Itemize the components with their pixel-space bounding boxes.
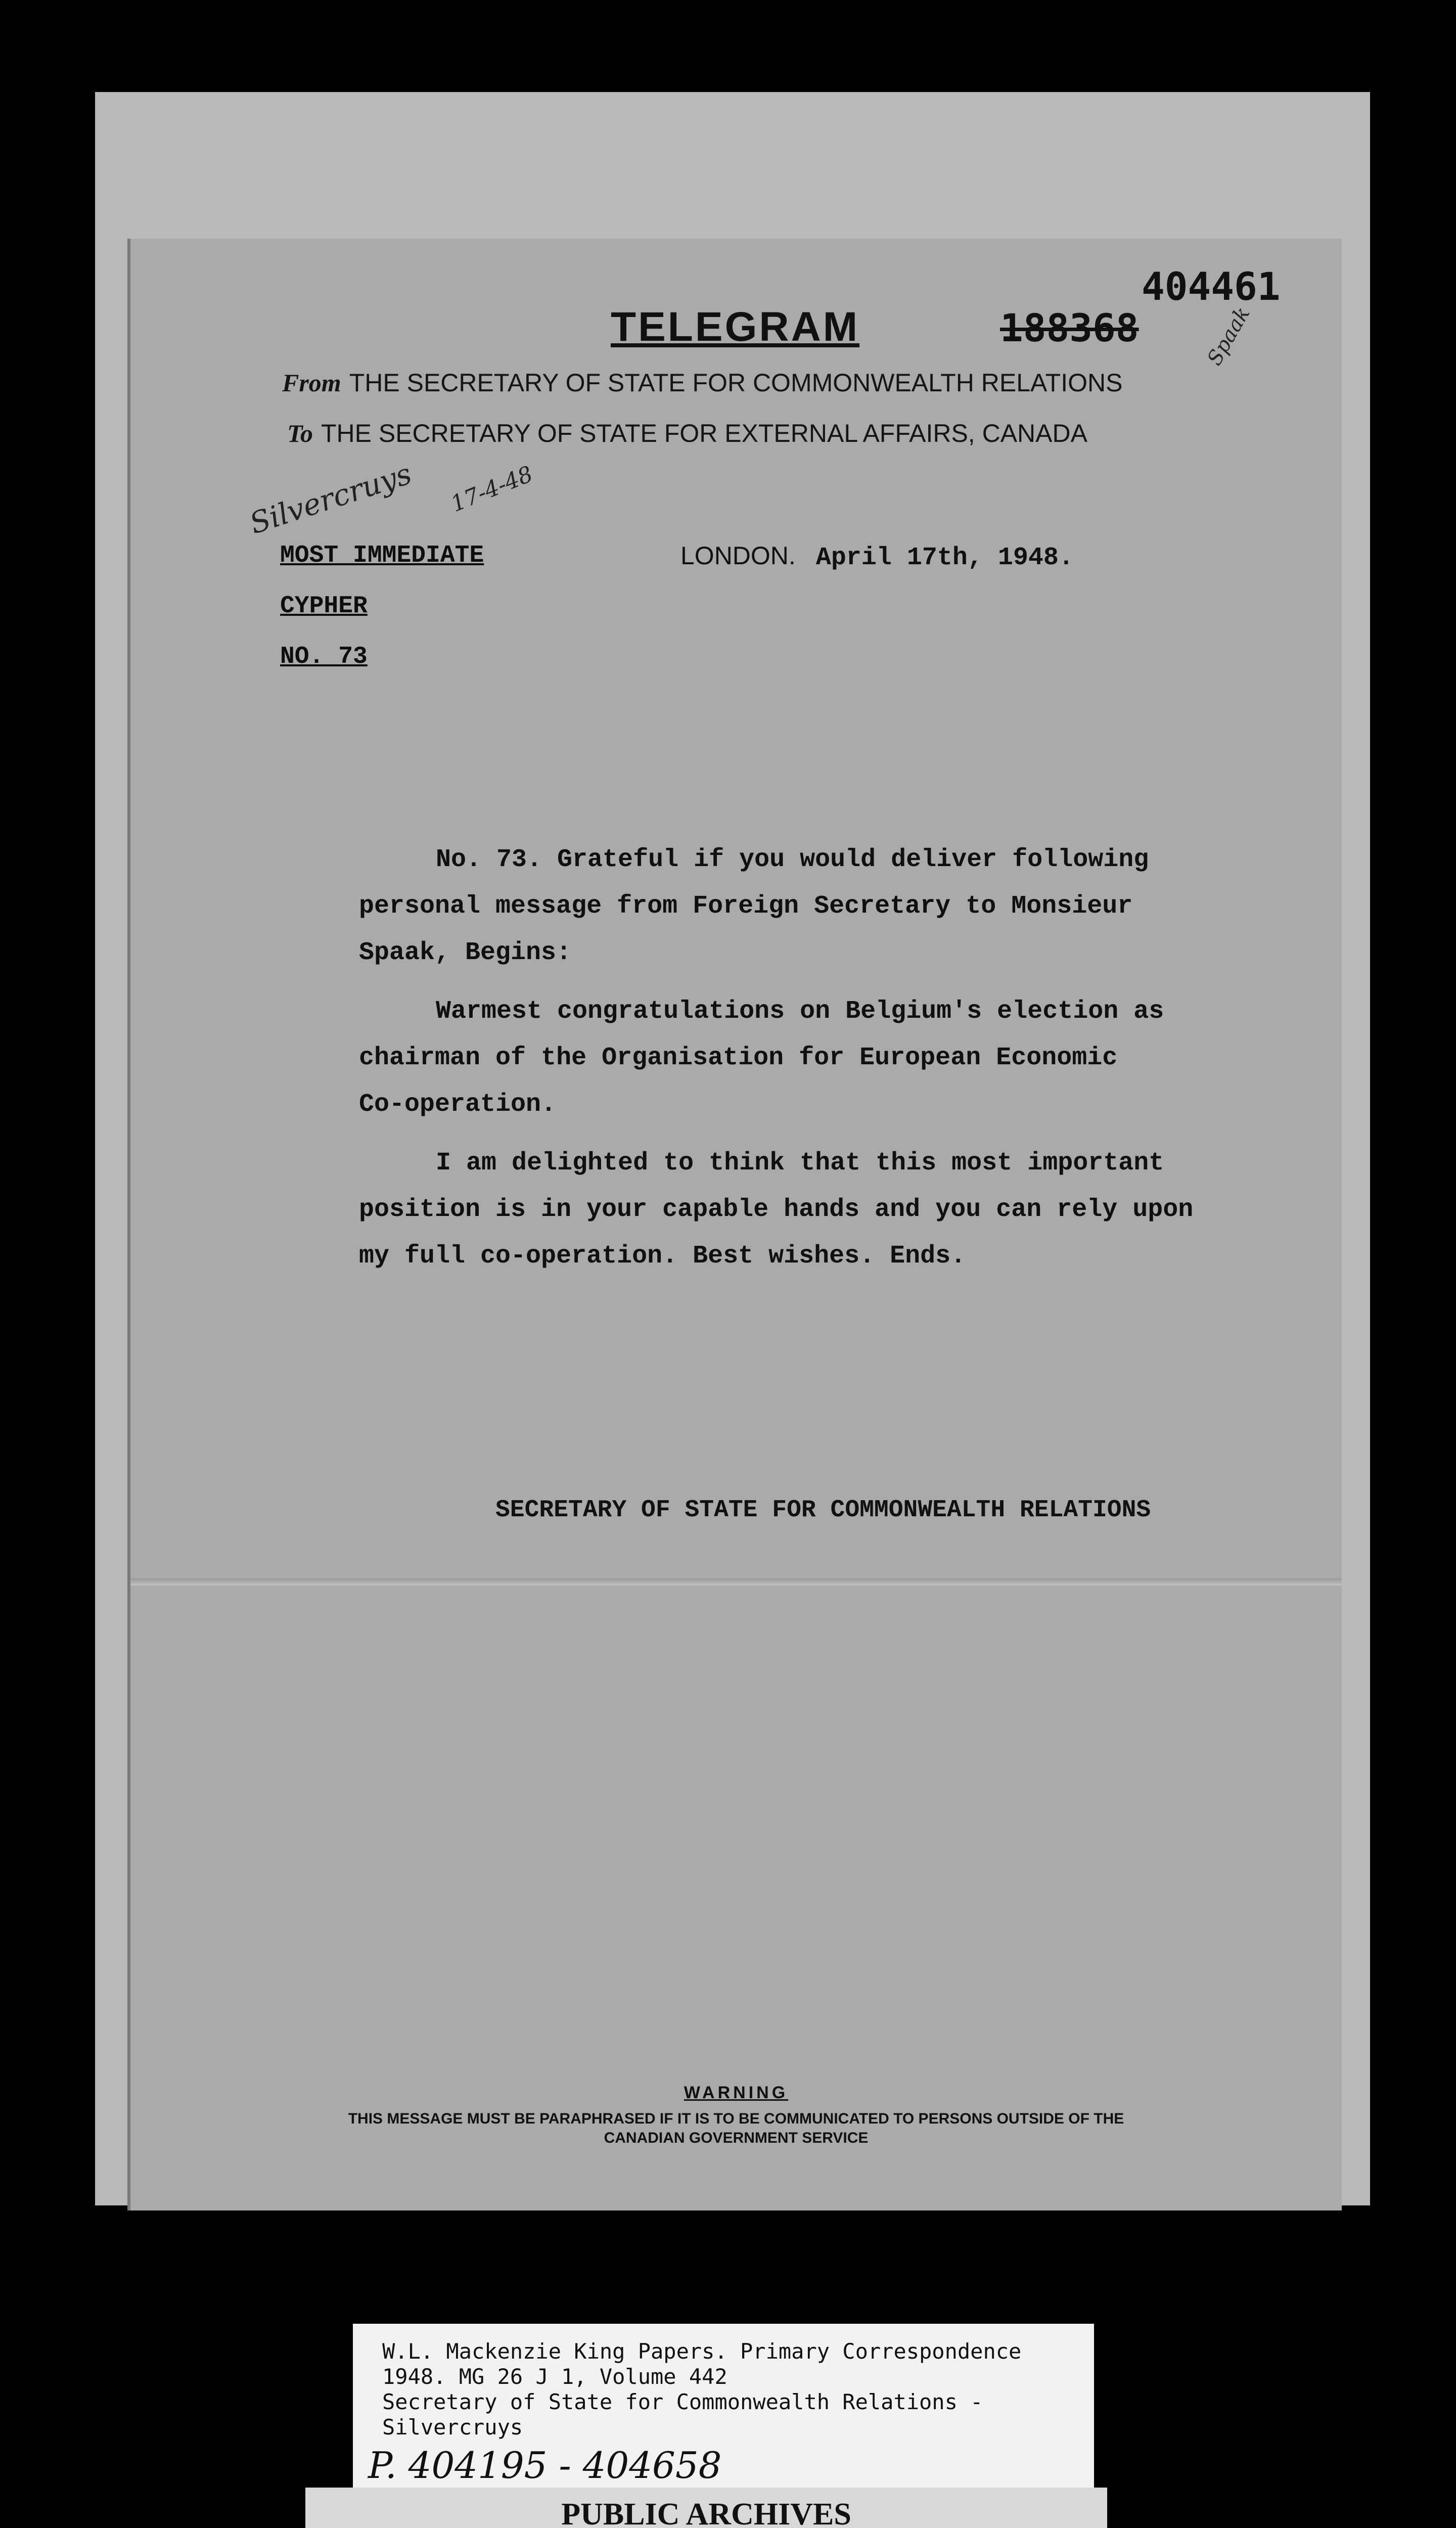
from-line (282, 368, 1122, 397)
to-text: THE SECRETARY OF STATE FOR EXTERNAL AFFAIRS, CANADA (321, 419, 1087, 447)
location: LONDON. (680, 541, 796, 570)
handwritten-corner-note: Spaak (1203, 303, 1255, 370)
handwritten-date: 17-4-48 (447, 461, 537, 517)
mode-label: CYPHER (280, 593, 368, 620)
reference-number: 404461 (1142, 264, 1281, 309)
number-label: NO. 73 (280, 643, 368, 670)
archive-label-line: 1948. MG 26 J 1, Volume 442 (382, 2364, 727, 2389)
body-line: No. 73. Grateful if you would deliver following (436, 845, 1149, 874)
warning-title: WARNING (684, 2083, 789, 2102)
body-line: I am delighted to think that this most important (436, 1149, 1164, 1178)
body-line: chairman of the Organisation for European Economic (359, 1044, 1118, 1072)
telegram-page (127, 239, 1342, 2210)
archives-stamp (305, 2488, 1107, 2528)
date: April 17th, 1948. (815, 544, 1074, 572)
signature: SECRETARY OF STATE FOR COMMONWEALTH RELATIONS (495, 1497, 1151, 1524)
paper-fold (130, 1578, 1342, 1586)
warning-line: CANADIAN GOVERNMENT SERVICE (604, 2130, 869, 2146)
archive-label (353, 2324, 1094, 2493)
telegram-title: TELEGRAM (611, 304, 860, 350)
body-line: my full co-operation. Best wishes. Ends. (359, 1242, 966, 1271)
warning-line: THIS MESSAGE MUST BE PARAPHRASED IF IT IS TO BE COMMUNICATED TO PERSONS OUTSIDE OF THE (348, 2110, 1124, 2127)
body-line: Co-operation. (359, 1090, 557, 1119)
archive-label-line: Silvercruys (382, 2415, 523, 2440)
struck-number: 188368 (1000, 305, 1139, 350)
from-lead: From (282, 369, 341, 397)
priority-label: MOST IMMEDIATE (280, 542, 484, 569)
to-lead: To (287, 419, 313, 447)
page-range: P. 404195 - 404658 (368, 2444, 722, 2487)
to-line (287, 419, 1087, 448)
archive-label-line: W.L. Mackenzie King Papers. Primary Correspondence (382, 2339, 1022, 2364)
dateline (680, 541, 1074, 572)
archive-label-line: Secretary of State for Commonwealth Relations - (382, 2389, 983, 2414)
from-text: THE SECRETARY OF STATE FOR COMMONWEALTH RELATIONS (349, 369, 1123, 397)
body-line: Warmest congratulations on Belgium's election as (436, 997, 1164, 1026)
body-line: position is in your capable hands and you can rely upon (359, 1195, 1194, 1224)
body-line: Spaak, Begins: (359, 938, 572, 967)
body-line: personal message from Foreign Secretary to Monsieur (359, 892, 1133, 921)
warning-text (130, 2109, 1342, 2148)
stamp-line: PUBLIC ARCHIVES (561, 2497, 851, 2528)
handwritten-note: Silvercruys (245, 456, 416, 541)
